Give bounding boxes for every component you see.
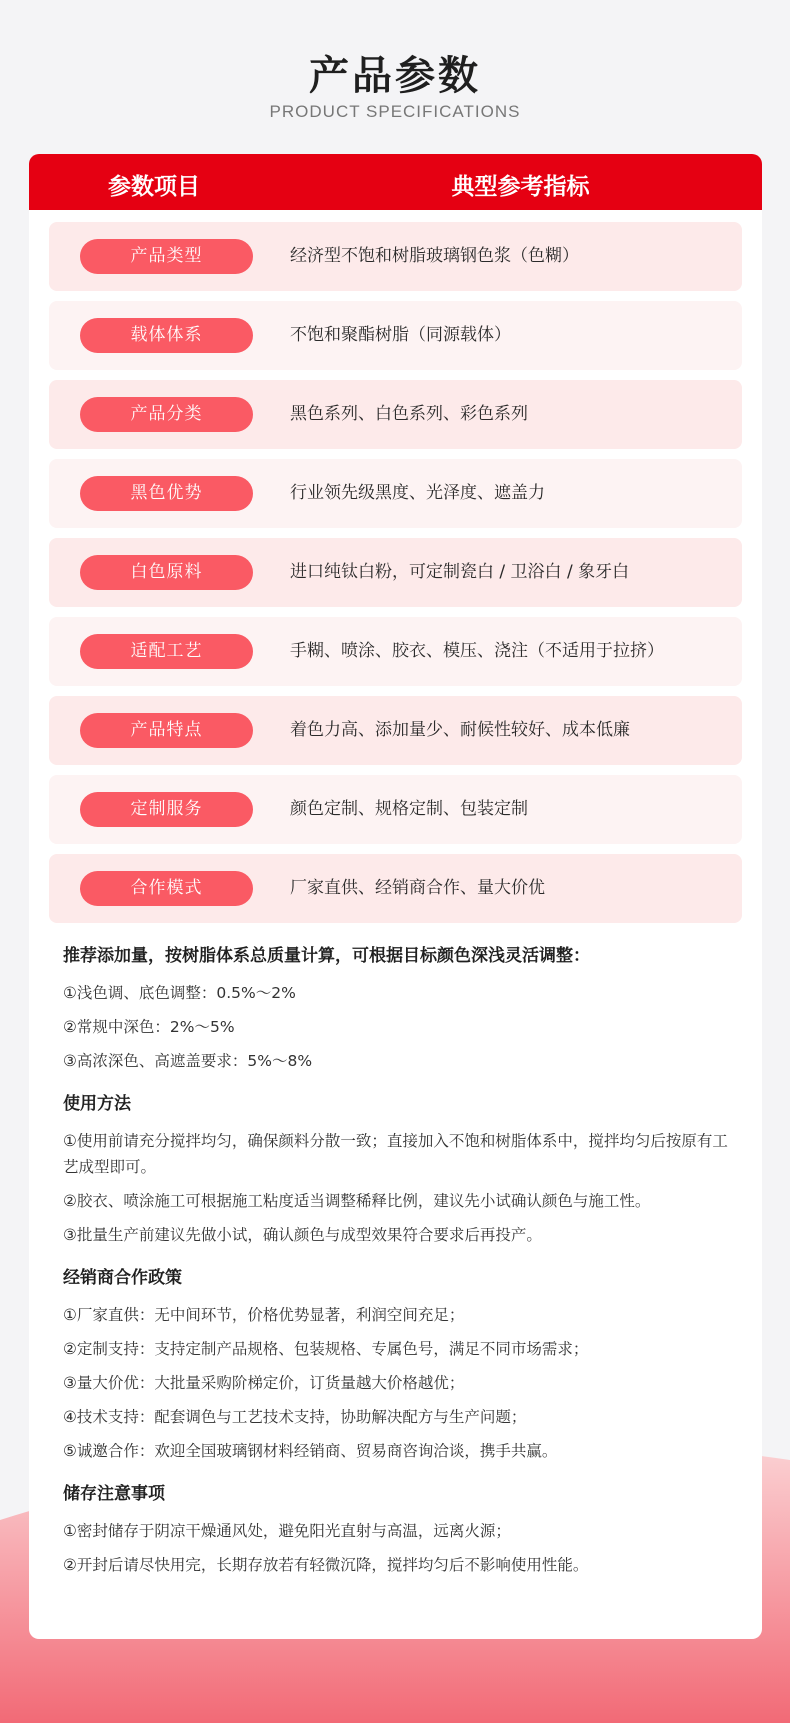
dealer-policy-line: ①厂家直供：无中间环节，价格优势显著，利润空间充足；: [63, 1306, 465, 1324]
storage-line: ①密封储存于阴凉干燥通风处，避免阳光直射与高温，远离火源；: [63, 1522, 511, 1540]
spec-label-pill: 合作模式: [80, 871, 253, 906]
usage-title: 使用方法: [63, 1094, 131, 1114]
spec-row: [49, 380, 742, 449]
spec-label-pill: 白色原料: [80, 555, 253, 590]
dosage-line: ②常规中深色：2%～5%: [63, 1018, 235, 1036]
spec-value: 黑色系列、白色系列、彩色系列: [290, 404, 528, 424]
dosage-section: [63, 944, 733, 1074]
spec-row: [49, 617, 742, 686]
dosage-line: ①浅色调、底色调整：0.5%～2%: [63, 984, 296, 1002]
dealer-policy-section: [63, 1266, 733, 1464]
spec-value: 进口纯钛白粉，可定制瓷白 / 卫浴白 / 象牙白: [290, 562, 630, 582]
spec-value: 手糊、喷涂、胶衣、模压、浇注（不适用于拉挤）: [290, 641, 664, 661]
spec-rows: [49, 222, 742, 933]
spec-row: [49, 854, 742, 923]
storage-title: 储存注意事项: [63, 1484, 165, 1504]
spec-label-pill: 产品特点: [80, 713, 253, 748]
spec-label-pill: 产品分类: [80, 397, 253, 432]
page-subtitle: PRODUCT SPECIFICATIONS: [269, 102, 521, 121]
storage-line: ②开封后请尽快用完，长期存放若有轻微沉降，搅拌均匀后不影响使用性能。: [63, 1556, 589, 1574]
page-title: 产品参数: [309, 53, 481, 99]
header-reference-value: 典型参考指标: [451, 174, 590, 200]
notes-section: [63, 944, 733, 1596]
dealer-policy-line: ⑤诚邀合作：欢迎全国玻璃钢材料经销商、贸易商咨询洽谈，携手共赢。: [63, 1442, 558, 1460]
spec-row: [49, 775, 742, 844]
spec-label-pill: 适配工艺: [80, 634, 253, 669]
spec-label-pill: 产品类型: [80, 239, 253, 274]
spec-row: [49, 696, 742, 765]
dealer-policy-title: 经销商合作政策: [63, 1268, 182, 1288]
spec-value: 着色力高、添加量少、耐候性较好、成本低廉: [290, 720, 630, 740]
spec-table-header: [29, 154, 762, 210]
header-param-item: 参数项目: [108, 174, 200, 200]
spec-label-pill: 定制服务: [80, 792, 253, 827]
spec-value: 行业领先级黑度、光泽度、遮盖力: [290, 483, 545, 503]
spec-label-pill: 黑色优势: [80, 476, 253, 511]
usage-section: [63, 1092, 733, 1248]
usage-line: ①使用前请充分搅拌均匀，确保颜料分散一致；直接加入不饱和树脂体系中，搅拌均匀后按原有工艺成型即可。: [63, 1132, 728, 1176]
spec-row: [49, 538, 742, 607]
dosage-title: 推荐添加量，按树脂体系总质量计算，可根据目标颜色深浅灵活调整：: [63, 946, 590, 966]
spec-value: 经济型不饱和树脂玻璃钢色浆（色糊）: [290, 246, 579, 266]
dealer-policy-line: ②定制支持：支持定制产品规格、包装规格、专属色号，满足不同市场需求；: [63, 1340, 589, 1358]
spec-row: [49, 459, 742, 528]
dealer-policy-line: ④技术支持：配套调色与工艺技术支持，协助解决配方与生产问题；: [63, 1408, 527, 1426]
usage-line: ②胶衣、喷涂施工可根据施工粘度适当调整稀释比例，建议先小试确认颜色与施工性。: [63, 1192, 651, 1210]
storage-section: [63, 1482, 733, 1578]
spec-value: 厂家直供、经销商合作、量大价优: [290, 878, 545, 898]
usage-line: ③批量生产前建议先做小试，确认颜色与成型效果符合要求后再投产。: [63, 1226, 542, 1244]
spec-value: 颜色定制、规格定制、包装定制: [290, 799, 528, 819]
spec-label-pill: 载体体系: [80, 318, 253, 353]
spec-row: [49, 222, 742, 291]
dosage-line: ③高浓深色、高遮盖要求：5%～8%: [63, 1052, 313, 1070]
dealer-policy-line: ③量大价优：大批量采购阶梯定价，订货量越大价格越优；: [63, 1374, 465, 1392]
spec-card: [29, 154, 762, 1639]
spec-row: [49, 301, 742, 370]
spec-value: 不饱和聚酯树脂（同源载体）: [290, 325, 511, 345]
